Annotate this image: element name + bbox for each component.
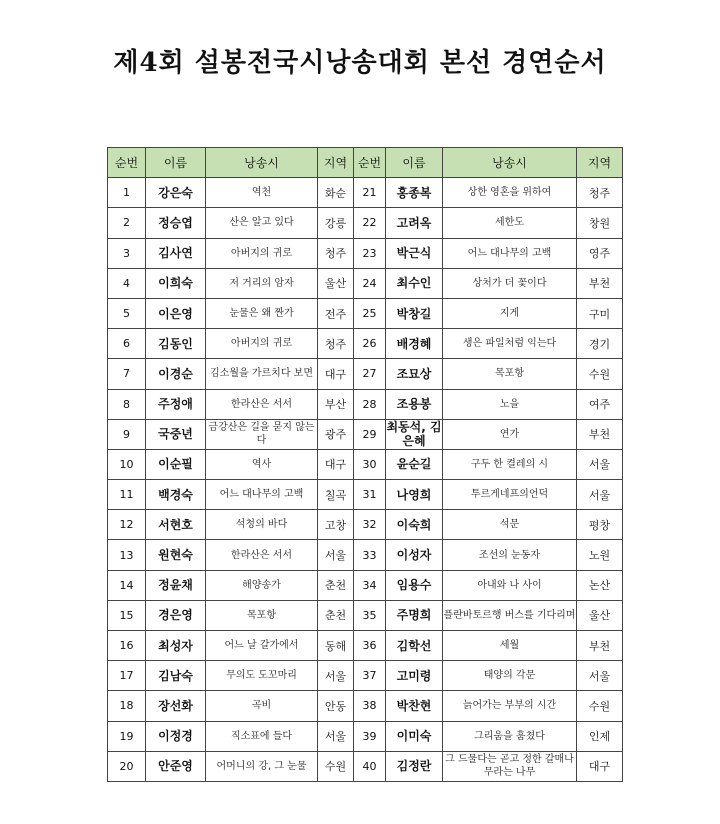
- number-cell: 40: [354, 751, 386, 781]
- number-cell: 28: [354, 389, 386, 419]
- poem-cell: 산은 알고 있다: [206, 208, 318, 238]
- region-cell: 서울: [577, 449, 623, 479]
- number-cell: 1: [108, 178, 146, 208]
- region-cell: 구미: [577, 298, 623, 328]
- number-cell: 36: [354, 631, 386, 661]
- number-cell: 17: [108, 661, 146, 691]
- region-cell: 서울: [577, 480, 623, 510]
- number-cell: 2: [108, 208, 146, 238]
- header-number: 순번: [354, 148, 386, 178]
- header-number: 순번: [108, 148, 146, 178]
- region-cell: 청주: [577, 178, 623, 208]
- region-cell: 창원: [577, 208, 623, 238]
- number-cell: 9: [108, 419, 146, 449]
- region-cell: 서울: [318, 540, 354, 570]
- poem-cell: 그리움을 훔쳤다: [443, 721, 577, 751]
- region-cell: 대구: [318, 359, 354, 389]
- name-cell: 조용봉: [386, 389, 443, 419]
- poem-cell: 저 거리의 암자: [206, 268, 318, 298]
- name-cell: 서현호: [146, 510, 206, 540]
- region-cell: 부천: [577, 419, 623, 449]
- poem-cell: 목포항: [206, 600, 318, 630]
- region-cell: 칠곡: [318, 480, 354, 510]
- name-cell: 조묘상: [386, 359, 443, 389]
- poem-cell: 노을: [443, 389, 577, 419]
- region-cell: 강릉: [318, 208, 354, 238]
- table-row: [108, 268, 623, 298]
- header-region: 지역: [318, 148, 354, 178]
- region-cell: 부천: [577, 268, 623, 298]
- name-cell: 나영희: [386, 480, 443, 510]
- number-cell: 8: [108, 389, 146, 419]
- region-cell: 춘천: [318, 600, 354, 630]
- table-row: [108, 359, 623, 389]
- table-row: [108, 298, 623, 328]
- region-cell: 울산: [577, 600, 623, 630]
- region-cell: 논산: [577, 570, 623, 600]
- poem-cell: 구두 한 켤레의 시: [443, 449, 577, 479]
- table-row: [108, 178, 623, 208]
- poem-cell: 곡비: [206, 691, 318, 721]
- region-cell: 수원: [577, 359, 623, 389]
- poem-cell: 금강산은 길을 묻지 않는다: [206, 419, 318, 449]
- poem-cell: 석문: [443, 510, 577, 540]
- table-row: [108, 751, 623, 781]
- name-cell: 강은숙: [146, 178, 206, 208]
- number-cell: 22: [354, 208, 386, 238]
- performance-order-table: [107, 147, 623, 782]
- header-region: 지역: [577, 148, 623, 178]
- table-row: [108, 419, 623, 449]
- poem-cell: 상처가 더 꽃이다: [443, 268, 577, 298]
- number-cell: 4: [108, 268, 146, 298]
- poem-cell: 세월: [443, 631, 577, 661]
- table-row: [108, 510, 623, 540]
- name-cell: 주정애: [146, 389, 206, 419]
- number-cell: 5: [108, 298, 146, 328]
- name-cell: 안준영: [146, 751, 206, 781]
- poem-cell: 김소월을 가르치다 보면: [206, 359, 318, 389]
- poem-cell: 어느 날 갈가에서: [206, 631, 318, 661]
- name-cell: 이숙희: [386, 510, 443, 540]
- name-cell: 이미숙: [386, 721, 443, 751]
- table-row: [108, 208, 623, 238]
- region-cell: 수원: [577, 691, 623, 721]
- poem-cell: 플란바토르행 버스를 기다리며: [443, 600, 577, 630]
- table-row: [108, 329, 623, 359]
- poem-cell: 늙어가는 부부의 시간: [443, 691, 577, 721]
- number-cell: 12: [108, 510, 146, 540]
- region-cell: 청주: [318, 238, 354, 268]
- name-cell: 주명희: [386, 600, 443, 630]
- region-cell: 노원: [577, 540, 623, 570]
- region-cell: 여주: [577, 389, 623, 419]
- name-cell: 김동인: [146, 329, 206, 359]
- name-cell: 배경혜: [386, 329, 443, 359]
- number-cell: 38: [354, 691, 386, 721]
- number-cell: 3: [108, 238, 146, 268]
- name-cell: 김학선: [386, 631, 443, 661]
- poem-cell: 생은 파일처럼 익는다: [443, 329, 577, 359]
- poem-cell: 역천: [206, 178, 318, 208]
- number-cell: 23: [354, 238, 386, 268]
- table-row: [108, 631, 623, 661]
- name-cell: 장선화: [146, 691, 206, 721]
- poem-cell: 어느 대나무의 고백: [443, 238, 577, 268]
- name-cell: 고미령: [386, 661, 443, 691]
- table-row: [108, 389, 623, 419]
- region-cell: 서울: [318, 661, 354, 691]
- number-cell: 7: [108, 359, 146, 389]
- name-cell: 이희숙: [146, 268, 206, 298]
- poem-cell: 아내와 나 사이: [443, 570, 577, 600]
- number-cell: 30: [354, 449, 386, 479]
- number-cell: 35: [354, 600, 386, 630]
- number-cell: 14: [108, 570, 146, 600]
- table-row: [108, 540, 623, 570]
- name-cell: 이정경: [146, 721, 206, 751]
- poem-cell: 직소표에 들다: [206, 721, 318, 751]
- name-cell: 백경숙: [146, 480, 206, 510]
- number-cell: 37: [354, 661, 386, 691]
- region-cell: 춘천: [318, 570, 354, 600]
- table-row: [108, 600, 623, 630]
- number-cell: 26: [354, 329, 386, 359]
- name-cell: 이순필: [146, 449, 206, 479]
- number-cell: 24: [354, 268, 386, 298]
- region-cell: 화순: [318, 178, 354, 208]
- header-poem: 낭송시: [443, 148, 577, 178]
- name-cell: 김사연: [146, 238, 206, 268]
- region-cell: 고창: [318, 510, 354, 540]
- poem-cell: 상한 영혼을 위하여: [443, 178, 577, 208]
- number-cell: 10: [108, 449, 146, 479]
- number-cell: 21: [354, 178, 386, 208]
- header-name: 이름: [386, 148, 443, 178]
- number-cell: 16: [108, 631, 146, 661]
- poem-cell: 태양의 각문: [443, 661, 577, 691]
- poem-cell: 무의도 도꼬마리: [206, 661, 318, 691]
- name-cell: 임용수: [386, 570, 443, 600]
- region-cell: 부산: [318, 389, 354, 419]
- name-cell: 이성자: [386, 540, 443, 570]
- table-header-row: [108, 148, 623, 178]
- region-cell: 청주: [318, 329, 354, 359]
- number-cell: 32: [354, 510, 386, 540]
- name-cell: 경은영: [146, 600, 206, 630]
- region-cell: 동해: [318, 631, 354, 661]
- name-cell: 국중년: [146, 419, 206, 449]
- region-cell: 울산: [318, 268, 354, 298]
- region-cell: 인제: [577, 721, 623, 751]
- name-cell: 홍종복: [386, 178, 443, 208]
- region-cell: 대구: [577, 751, 623, 781]
- region-cell: 서울: [577, 661, 623, 691]
- poem-cell: 지게: [443, 298, 577, 328]
- number-cell: 29: [354, 419, 386, 449]
- name-cell: 박근식: [386, 238, 443, 268]
- number-cell: 6: [108, 329, 146, 359]
- number-cell: 19: [108, 721, 146, 751]
- number-cell: 33: [354, 540, 386, 570]
- number-cell: 18: [108, 691, 146, 721]
- number-cell: 11: [108, 480, 146, 510]
- table-row: [108, 480, 623, 510]
- number-cell: 13: [108, 540, 146, 570]
- name-cell: 박찬현: [386, 691, 443, 721]
- poem-cell: 눈물은 왜 짠가: [206, 298, 318, 328]
- table-row: [108, 449, 623, 479]
- name-cell: 최동석, 김은혜: [386, 420, 442, 449]
- region-cell: 광주: [318, 419, 354, 449]
- region-cell: 서울: [318, 721, 354, 751]
- poem-cell: 그 드물다는 곧고 정한 갈매나무라는 나무: [443, 751, 577, 781]
- poem-cell: 아버지의 귀로: [206, 329, 318, 359]
- name-cell: 원현숙: [146, 540, 206, 570]
- region-cell: 대구: [318, 449, 354, 479]
- number-cell: 15: [108, 600, 146, 630]
- page-title: 제4회 설봉전국시낭송대회 본선 경연순서: [113, 48, 607, 78]
- poem-cell: 조선의 눈동자: [443, 540, 577, 570]
- region-cell: 경기: [577, 329, 623, 359]
- region-cell: 영주: [577, 238, 623, 268]
- name-cell: 박창길: [386, 298, 443, 328]
- table-row: [108, 691, 623, 721]
- name-cell: 김정란: [386, 751, 443, 781]
- region-cell: 부천: [577, 631, 623, 661]
- poem-cell: 어느 대나무의 고백: [206, 480, 318, 510]
- poem-cell: 투르게네프의언덕: [443, 480, 577, 510]
- header-name: 이름: [146, 148, 206, 178]
- name-cell: 이경순: [146, 359, 206, 389]
- name-cell: 김남숙: [146, 661, 206, 691]
- table-row: [108, 238, 623, 268]
- poem-cell: 아버지의 귀로: [206, 238, 318, 268]
- name-cell: 이은영: [146, 298, 206, 328]
- poem-cell: 어머니의 강, 그 눈물: [206, 751, 318, 781]
- region-cell: 안동: [318, 691, 354, 721]
- table-row: [108, 570, 623, 600]
- poem-cell: 역사: [206, 449, 318, 479]
- number-cell: 34: [354, 570, 386, 600]
- region-cell: 수원: [318, 751, 354, 781]
- name-cell: 최수인: [386, 268, 443, 298]
- poem-cell: 목포항: [443, 359, 577, 389]
- number-cell: 27: [354, 359, 386, 389]
- poem-cell: 연가: [443, 419, 577, 449]
- region-cell: 평창: [577, 510, 623, 540]
- name-cell: 고려옥: [386, 208, 443, 238]
- poem-cell: 석청의 바다: [206, 510, 318, 540]
- poem-cell: 한라산은 서서: [206, 389, 318, 419]
- name-cell: 최성자: [146, 631, 206, 661]
- name-cell: 윤순길: [386, 449, 443, 479]
- number-cell: 20: [108, 751, 146, 781]
- poem-cell: 한라산은 서서: [206, 540, 318, 570]
- name-cell: 정윤채: [146, 570, 206, 600]
- number-cell: 31: [354, 480, 386, 510]
- table-row: [108, 721, 623, 751]
- number-cell: 39: [354, 721, 386, 751]
- table-row: [108, 661, 623, 691]
- poem-cell: 세한도: [443, 208, 577, 238]
- number-cell: 25: [354, 298, 386, 328]
- poem-cell: 해양송가: [206, 570, 318, 600]
- name-cell: 정승엽: [146, 208, 206, 238]
- region-cell: 전주: [318, 298, 354, 328]
- header-poem: 낭송시: [206, 148, 318, 178]
